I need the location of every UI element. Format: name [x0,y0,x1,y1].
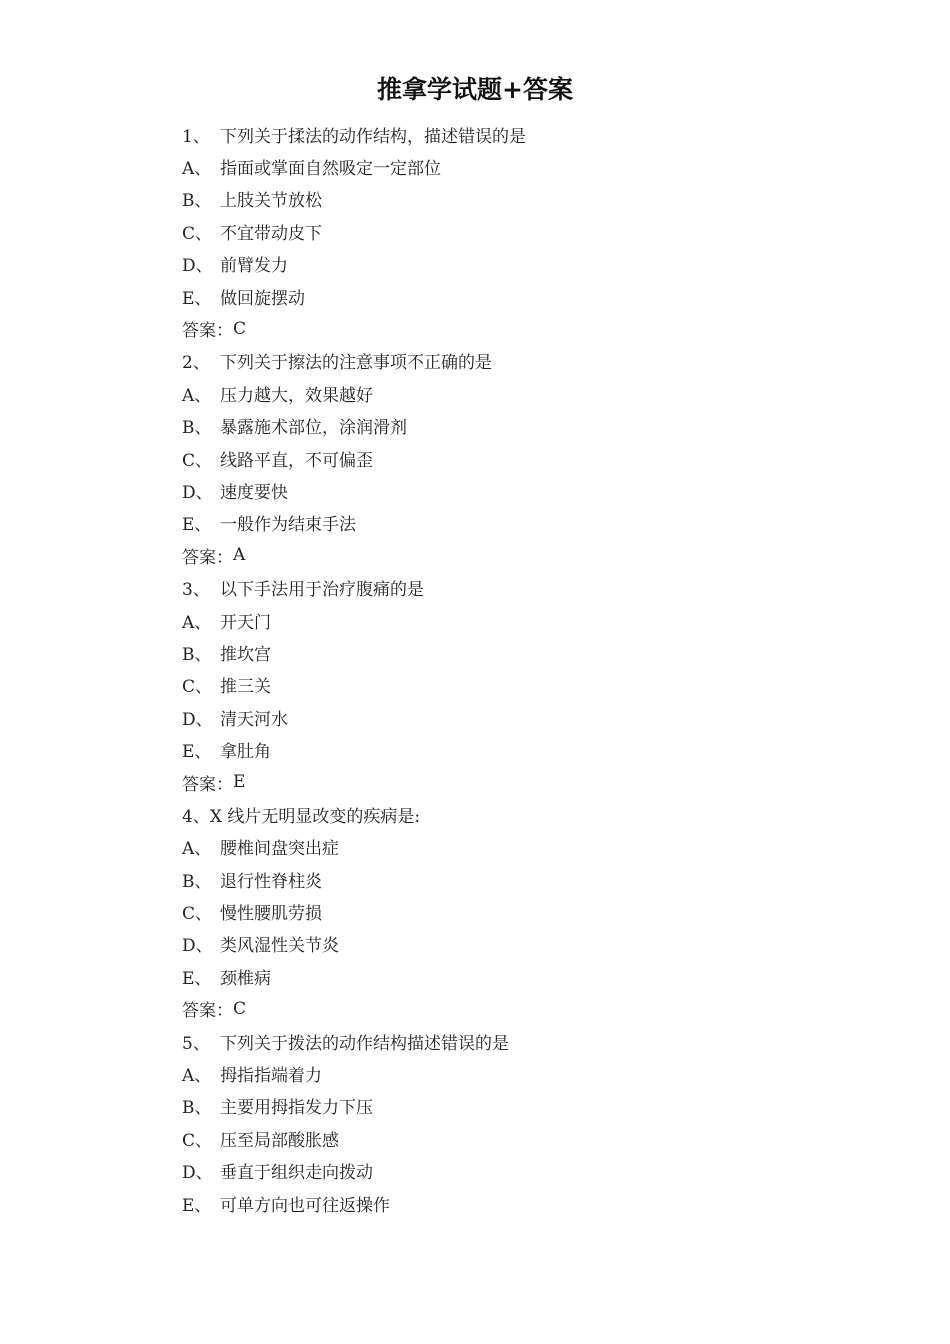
option-letter: D、 [182,709,213,730]
question-3 [182,571,882,798]
option-letter: A、 [182,612,212,633]
option-text: 压至局部酸胀感 [220,1130,339,1151]
option-text: 可单方向也可往返操作 [220,1195,390,1216]
option-letter: C、 [182,450,213,471]
option-text: 清天河水 [220,709,288,730]
document-title: 推拿学试题+答案 [377,75,573,104]
question-stem [182,345,882,377]
option-c [182,215,882,247]
option-text: 垂直于组织走向拨动 [220,1163,373,1184]
option-text: 不宜带动皮下 [220,223,322,244]
option-e [182,733,882,765]
option-text: 腰椎间盘突出症 [220,839,339,860]
option-e [182,507,882,539]
option-d [182,701,882,733]
option-e [182,1187,882,1219]
option-letter: C、 [182,223,213,244]
question-number: 4、 [182,806,210,827]
answer-label: 答案： [182,774,233,795]
option-c [182,442,882,474]
option-text: 主要用拇指发力下压 [220,1098,373,1119]
option-a [182,150,882,182]
option-text: 拇指指端着力 [220,1066,322,1087]
answer-label: 答案： [182,321,233,342]
question-stem [182,118,882,150]
option-b [182,863,882,895]
answer-line [182,993,882,1025]
option-text: 颈椎病 [220,968,271,989]
option-b [182,1090,882,1122]
option-b [182,636,882,668]
question-text: 下列关于揉法的动作结构，描述错误的是 [220,126,526,147]
answer-label: 答案： [182,1001,233,1022]
option-text: 线路平直，不可偏歪 [220,450,373,471]
option-letter: E、 [182,742,212,763]
option-d [182,928,882,960]
question-5 [182,1025,882,1219]
option-text: 退行性脊柱炎 [220,871,322,892]
question-number: 2、 [182,353,210,374]
option-letter: B、 [182,644,212,665]
option-letter: B、 [182,191,212,212]
option-letter: A、 [182,159,212,180]
answer-line [182,539,882,571]
question-text: X 线片无明显改变的疾病是: [209,806,421,827]
option-letter: E、 [182,515,212,536]
option-text: 压力越大，效果越好 [220,385,373,406]
option-a [182,831,882,863]
question-4 [182,798,882,1025]
answer-line [182,766,882,798]
option-text: 速度要快 [220,482,288,503]
option-text: 推三关 [220,677,271,698]
option-a [182,604,882,636]
option-text: 一般作为结束手法 [220,515,356,536]
option-c [182,1122,882,1154]
question-list [182,118,882,1219]
option-text: 开天门 [220,612,271,633]
option-d [182,474,882,506]
question-text: 下列关于擦法的注意事项不正确的是 [220,353,492,374]
answer-value: E [233,772,246,792]
option-text: 指面或掌面自然吸定一定部位 [220,159,441,180]
option-text: 上肢关节放松 [220,191,322,212]
option-text: 慢性腰肌劳损 [220,904,322,925]
option-letter: B、 [182,1098,212,1119]
option-letter: C、 [182,677,213,698]
option-e [182,280,882,312]
question-stem [182,1025,882,1057]
answer-value: A [233,545,246,566]
answer-value: C [233,318,247,339]
option-letter: E、 [182,968,212,989]
option-c [182,669,882,701]
option-letter: C、 [182,1130,213,1151]
answer-label: 答案： [182,547,233,568]
option-letter: B、 [182,418,212,439]
question-stem [182,798,882,830]
option-letter: D、 [182,1163,213,1184]
option-b [182,410,882,442]
answer-value: C [233,998,247,1019]
option-letter: E、 [182,1195,212,1216]
option-letter: D、 [182,936,213,957]
answer-line [182,312,882,344]
option-letter: E、 [182,288,212,309]
question-stem [182,571,882,603]
option-text: 类风湿性关节炎 [220,936,339,957]
option-b [182,183,882,215]
option-letter: A、 [182,1066,212,1087]
option-a [182,1057,882,1089]
question-number: 1、 [182,126,210,147]
option-letter: A、 [182,839,212,860]
question-2 [182,345,882,572]
option-letter: D、 [182,256,213,277]
question-text: 下列关于拨法的动作结构描述错误的是 [220,1033,509,1054]
option-text: 推坎宫 [220,644,271,665]
option-text: 拿肚角 [220,742,271,763]
option-letter: D、 [182,482,213,503]
option-letter: B、 [182,871,212,892]
option-letter: C、 [182,904,213,925]
option-text: 前臂发力 [220,256,288,277]
option-letter: A、 [182,385,212,406]
option-text: 暴露施术部位，涂润滑剂 [220,418,407,439]
option-c [182,895,882,927]
question-1 [182,118,882,345]
question-number: 5、 [182,1033,210,1054]
option-a [182,377,882,409]
option-e [182,960,882,992]
question-number: 3、 [182,580,210,601]
option-d [182,1155,882,1187]
option-text: 做回旋摆动 [220,288,305,309]
question-text: 以下手法用于治疗腹痛的是 [220,580,424,601]
option-d [182,248,882,280]
